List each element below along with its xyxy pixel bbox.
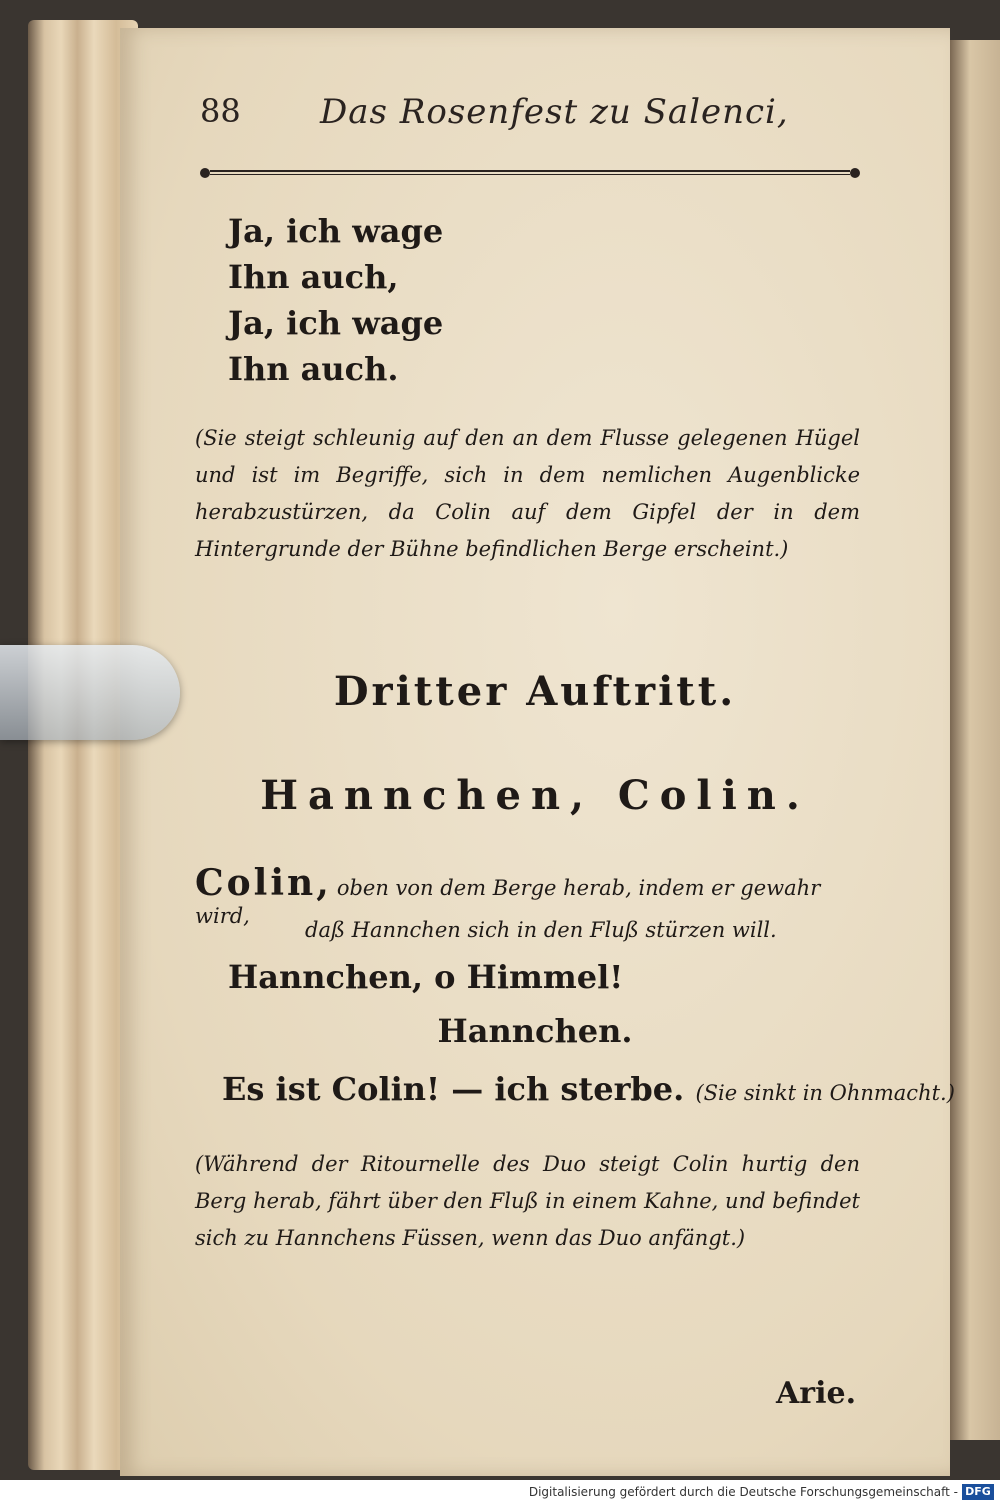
facing-page-edge [950,40,1000,1440]
speaker-direction-continued: daß Hannchen sich in den Fluß stürzen will. [305,918,777,942]
verse-line: Ja, ich wage [228,212,444,250]
verse-line: Ja, ich wage [228,304,444,342]
stage-direction: (Sie steigt schleunig auf den an dem Flusse gelegenen Hügel und ist im Begriffe, sich in dem nemlichen Augenblicke herabzustürzen, da Colin auf dem Gipfel der in dem Hintergrunde der Bühne befindlichen Berge erscheint.) [195,426,860,561]
dfg-logo: DFG [962,1484,994,1500]
hannchen-speech [222,1070,955,1108]
header-rule [200,168,860,178]
scene-title: Dritter Auftritt. [333,668,737,715]
hannchen-speech-text: Es ist Colin! — ich sterbe. [222,1070,685,1108]
scene-characters: Hannchen, Colin. [260,772,810,819]
running-title: Das Rosenfest zu Salenci, [320,92,789,132]
verse-line: Ihn auch, [228,258,399,296]
speaker-name-hannchen: Hannchen. [437,1012,633,1050]
stage-direction: (Während der Ritournelle des Duo steigt Colin hurtig den Berg herab, fährt über den Fluß in einem Kahne, und befindet sich zu Hannchens Füssen, wenn das Duo anfängt.) [195,1152,860,1250]
verse-line: Ihn auch. [228,350,399,388]
speaker-direction: oben von dem Berge herab, indem er gewahr wird, [195,876,821,928]
speaker-name: Colin, [195,862,332,904]
page-number: 88 [200,92,241,130]
catchword: Arie. [776,1376,857,1411]
page-header [200,92,860,142]
colin-speech: Hannchen, o Himmel! [228,958,624,996]
footer-bar [0,1480,1000,1505]
bookmark-clip [0,645,180,740]
inline-stage-direction: (Sie sinkt in Ohnmacht.) [695,1081,955,1105]
footer-credit: Digitalisierung gefördert durch die Deutsche Forschungsgemeinschaft - [528,1485,958,1499]
